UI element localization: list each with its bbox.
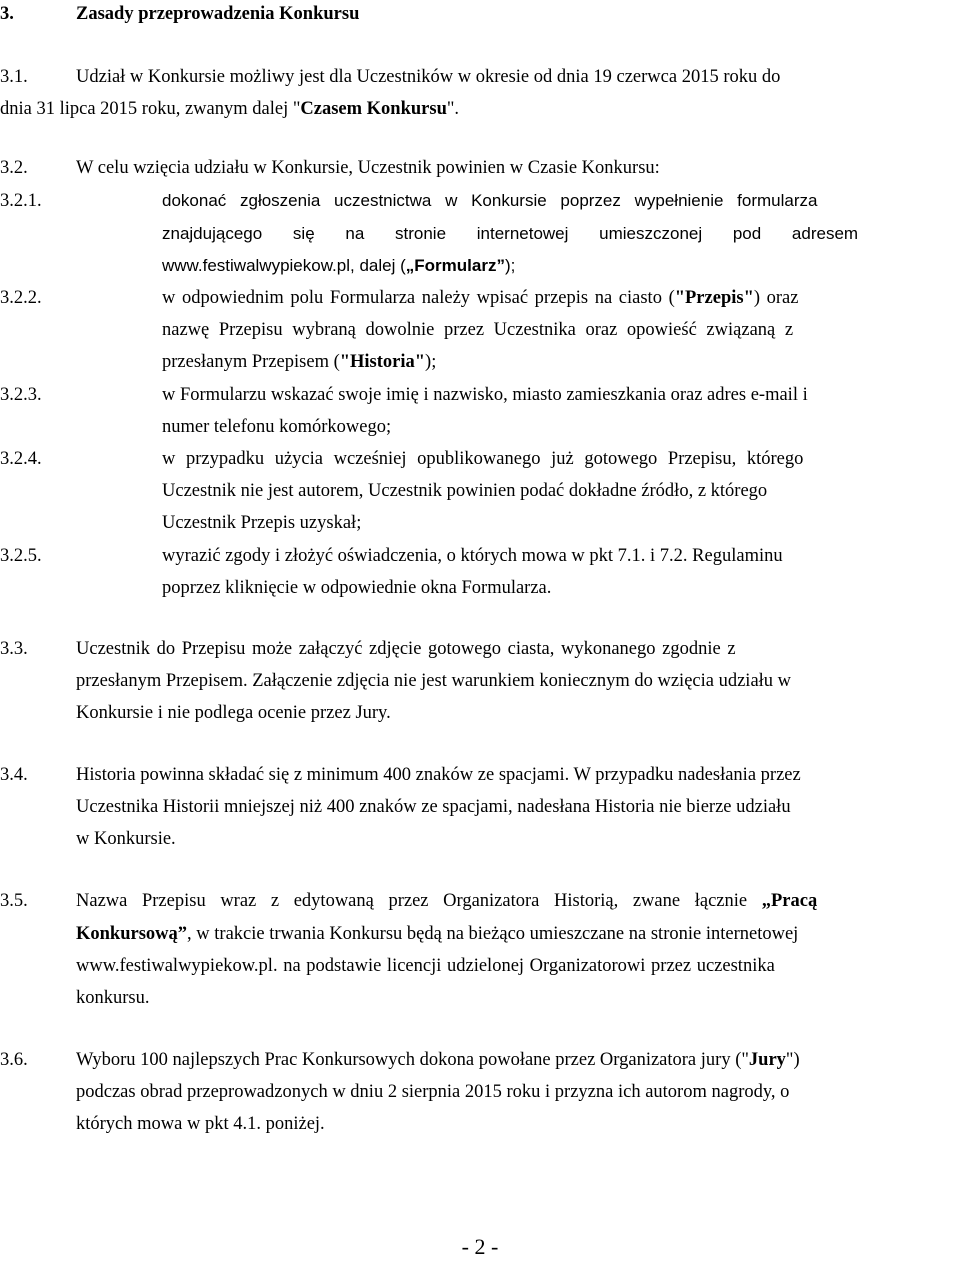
paragraph-line: poprzez kliknięcie w odpowiednie okna Formularza. [162,578,552,598]
paragraph-line: wyrazić zgody i złożyć oświadczenia, o których mowa w pkt 7.1. i 7.2. Regulaminu [162,546,783,566]
paragraph-line: W celu wzięcia udziału w Konkursie, Uczestnik powinien w Czasie Konkursu: [76,158,660,178]
paragraph-line: których mowa w pkt 4.1. poniżej. [76,1114,325,1134]
paragraph-line: w przypadku użycia wcześniej opublikowanego już gotowego Przepisu, którego [162,449,804,469]
subparagraph-number: 3.2.1. [0,191,42,211]
subparagraph-number: 3.2.4. [0,449,42,469]
paragraph-line: Nazwa Przepisu wraz z edytowaną przez Organizatora Historią, zwane łącznie „Pracą [76,891,818,911]
paragraph-line: przesłanym Przepisem ("Historia"); [162,352,437,372]
paragraph-line: Wyboru 100 najlepszych Prac Konkursowych dokona powołane przez Organizatora jury ("Jury") [76,1050,800,1070]
section-title: Zasady przeprowadzenia Konkursu [76,4,360,24]
subparagraph-number: 3.2.3. [0,385,42,405]
paragraph-line: dnia 31 lipca 2015 roku, zwanym dalej "Czasem Konkursu". [0,99,460,119]
subparagraph-number: 3.2.2. [0,288,42,308]
paragraph-line: Konkursie i nie podlega ocenie przez Jury. [76,703,391,723]
paragraph-line: w Formularzu wskazać swoje imię i nazwisko, miasto zamieszkania oraz adres e-mail i [162,385,808,405]
paragraph-line: w odpowiednim polu Formularza należy wpisać przepis na ciasto ("Przepis") oraz [162,288,799,308]
paragraph-line: Konkursową”, w trakcie trwania Konkursu będą na bieżąco umieszczane na stronie internetowej [76,924,799,944]
paragraph-number: 3.2. [0,158,28,178]
paragraph-line: numer telefonu komórkowego; [162,417,392,437]
paragraph-line: dokonać zgłoszenia uczestnictwa w Konkursie poprzez wypełnienie formularza [162,191,818,210]
paragraph-line: www.festiwalwypiekow.pl. na podstawie licencji udzielonej Organizatorowi przez uczestnika [76,956,775,976]
paragraph-line: konkursu. [76,988,150,1008]
paragraph-line: w Konkursie. [76,829,176,849]
paragraph-line: Uczestnika Historii mniejszej niż 400 znaków ze spacjami, nadesłana Historia nie bierze udziału [76,797,791,817]
section-number: 3. [0,4,14,24]
paragraph-line: Udział w Konkursie możliwy jest dla Uczestników w okresie od dnia 19 czerwca 2015 roku do [76,67,781,87]
paragraph-line: www.festiwalwypiekow.pl, dalej („Formularz”); [162,256,516,275]
page-number: - 2 - [461,1234,499,1259]
paragraph-line: nazwę Przepisu wybraną dowolnie przez Uczestnika oraz opowieść związaną z [162,320,794,340]
paragraph-line: Historia powinna składać się z minimum 400 znaków ze spacjami. W przypadku nadesłania przez [76,765,801,785]
paragraph-line: znajdującego się na stronie internetowej umieszczonej pod adresem [162,224,859,243]
paragraph-number: 3.6. [0,1050,28,1070]
paragraph-line: podczas obrad przeprowadzonych w dniu 2 sierpnia 2015 roku i przyzna ich autorom nagrody, o [76,1082,790,1102]
paragraph-line: przesłanym Przepisem. Załączenie zdjęcia nie jest warunkiem koniecznym do wzięcia udziału w [76,671,792,691]
paragraph-number: 3.4. [0,765,28,785]
subparagraph-number: 3.2.5. [0,546,42,566]
paragraph-line: Uczestnik do Przepisu może załączyć zdjęcie gotowego ciasta, wykonanego zgodnie z [76,639,736,659]
paragraph-line: Uczestnik nie jest autorem, Uczestnik powinien podać dokładne źródło, z którego [162,481,768,501]
paragraph-number: 3.3. [0,639,28,659]
paragraph-line: Uczestnik Przepis uzyskał; [162,513,362,533]
paragraph-number: 3.1. [0,67,28,87]
paragraph-number: 3.5. [0,891,28,911]
